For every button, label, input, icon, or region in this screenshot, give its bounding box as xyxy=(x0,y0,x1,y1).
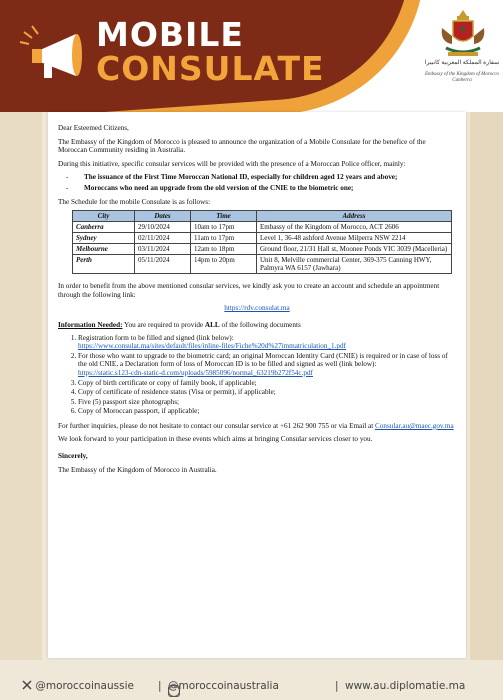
table-row xyxy=(73,233,452,244)
inquiries-text: For further inquiries, please do not hesitate to contact our consular service at +61 262 900 755 or via Email at xyxy=(58,421,376,430)
city-cell: Canberra xyxy=(73,222,135,233)
time-cell: 11am to 17pm xyxy=(191,233,257,244)
services-intro: During this initiative, specific consular services will be provided with the presence of a Moroccan Police officer, mainly: xyxy=(58,159,406,168)
loss-declaration-link[interactable]: https://static.s123-cdn-static-d.com/uploads/5985096/normal_63219b272f54c.pdf xyxy=(78,368,313,377)
announcement-letter xyxy=(48,112,466,658)
banner-header xyxy=(0,0,503,112)
address-cell: Unit 8, Melville commercial Center, 369-375 Canning HWY, Palmyra WA 6157 (Jawhara) xyxy=(257,255,452,274)
city-cell: Perth xyxy=(73,255,135,274)
closing-paragraph: We look forward to your participation in these events which aims at bringing Consular services closer to you. xyxy=(58,435,373,444)
address-cell: Embassy of the Kingdom of Morocco, ACT 2606 xyxy=(257,222,452,233)
schedule-intro: The Schedule for the mobile Consulate is as follows: xyxy=(58,197,211,206)
list-item xyxy=(78,334,456,351)
service-bullet: - The issuance of the First Time Moroccan National ID, especially for children aged 12 years and above; xyxy=(84,173,456,182)
service-bullet: - Moroccans who need an upgrade from the old version of the CNIE to the biometric one; xyxy=(84,184,456,193)
documents-list xyxy=(58,334,456,416)
column-header: Dates xyxy=(135,211,191,222)
sincerely: Sincerely, xyxy=(58,452,88,461)
social-footer xyxy=(0,675,503,700)
info-needed-rest: of the following documents xyxy=(219,320,301,329)
inquiries-paragraph xyxy=(58,422,456,431)
date-cell: 05/11/2024 xyxy=(135,255,191,274)
list-item: 3. Copy of birth certificate or copy of family book, if applicable; xyxy=(78,379,456,388)
info-needed-text: You are required to provide xyxy=(122,320,205,329)
list-item: 5. Five (5) passport size photographs; xyxy=(78,398,456,407)
city-cell: Melbourne xyxy=(73,244,135,255)
list-item xyxy=(78,352,456,378)
table-row xyxy=(73,222,452,233)
info-needed-all: ALL xyxy=(204,320,220,329)
footer-divider: | xyxy=(158,680,162,692)
services-list xyxy=(58,173,456,192)
list-item: 4. Copy of certificate of residence status (Visa or permit), if applicable; xyxy=(78,388,456,397)
greeting: Dear Esteemed Citizens, xyxy=(58,124,129,132)
website-link[interactable]: www.au.diplomatie.ma xyxy=(345,680,466,692)
document-text: For those who want to upgrade to the biometric card; an original Moroccan Identity Card (CNIE) is required or in case of loss of the old CNIE, a Declaration form of loss of Moroccan ID is to be filled and signed as well (link below): xyxy=(78,351,448,369)
footer-divider: | xyxy=(335,680,339,692)
address-cell: Ground floor, 21/31 Hall st, Moonee Ponds VIC 3039 (Macelleria) xyxy=(257,244,452,255)
info-needed-paragraph xyxy=(58,321,456,330)
signature: The Embassy of the Kingdom of Morocco in Australia. xyxy=(58,465,217,474)
registration-form-link[interactable]: https://www.consulat.ma/sites/default/files/inline-files/Fiche%20d%27immatriculation_1.pdf xyxy=(78,342,347,351)
city-cell: Sydney xyxy=(73,233,135,244)
date-cell: 02/11/2024 xyxy=(135,233,191,244)
banner-title-line1: MOBILE xyxy=(96,15,244,54)
x-handle: @moroccoinaussie xyxy=(35,680,134,692)
x-logo-icon xyxy=(22,680,32,690)
emblem-caption-arabic: سفارة المملكة المغربية كانبيرا xyxy=(424,60,500,66)
schedule-table xyxy=(72,210,452,274)
column-header: Time xyxy=(191,211,257,222)
column-header: City xyxy=(73,211,135,222)
address-cell: Level 1, 36-48 ashford Avenue Milperra NSW 2214 xyxy=(257,233,452,244)
megaphone-icon xyxy=(14,20,102,90)
list-item: 6. Copy of Moroccan passport, if applicable; xyxy=(78,407,456,416)
intro-paragraph: The Embassy of the Kingdom of Morocco is pleased to announce the organization of a Mobile Consulate for the benefice of the Moroccan Community residing in Australia. xyxy=(58,137,426,155)
info-needed-label: Information Needed: xyxy=(58,320,123,329)
coat-of-arms-logo xyxy=(438,8,488,60)
document-text: Registration form to be filled and signed (link below): xyxy=(78,333,234,342)
left-decor-strip xyxy=(0,112,42,660)
time-cell: 12am to 18pm xyxy=(191,244,257,255)
appointment-paragraph: In order to benefit from the above mentioned consular services, we kindly ask you to create an account and schedule an appointment through the following link: xyxy=(58,282,440,299)
table-header-row xyxy=(73,211,452,222)
time-cell: 14pm to 20pm xyxy=(191,255,257,274)
column-header: Address xyxy=(257,211,452,222)
consular-email-link[interactable]: Consular.au@maec.gov.ma xyxy=(375,421,454,430)
time-cell: 10am to 17pm xyxy=(191,222,257,233)
appointment-link[interactable]: https://rdv.consulat.ma xyxy=(224,304,290,313)
right-decor-strip xyxy=(470,112,503,660)
table-row xyxy=(73,244,452,255)
table-row xyxy=(73,255,452,274)
emblem-caption-english: Embassy of the Kingdom of Morocco Canberra xyxy=(424,72,500,83)
fb-ig-handle: @moroccoinaustralia xyxy=(168,680,279,692)
instagram-icon xyxy=(168,685,180,697)
banner-title-line2: CONSULATE xyxy=(96,49,325,88)
x-handle-item[interactable] xyxy=(22,680,134,692)
date-cell: 03/11/2024 xyxy=(135,244,191,255)
date-cell: 29/10/2024 xyxy=(135,222,191,233)
social-handle-item[interactable] xyxy=(168,680,279,692)
